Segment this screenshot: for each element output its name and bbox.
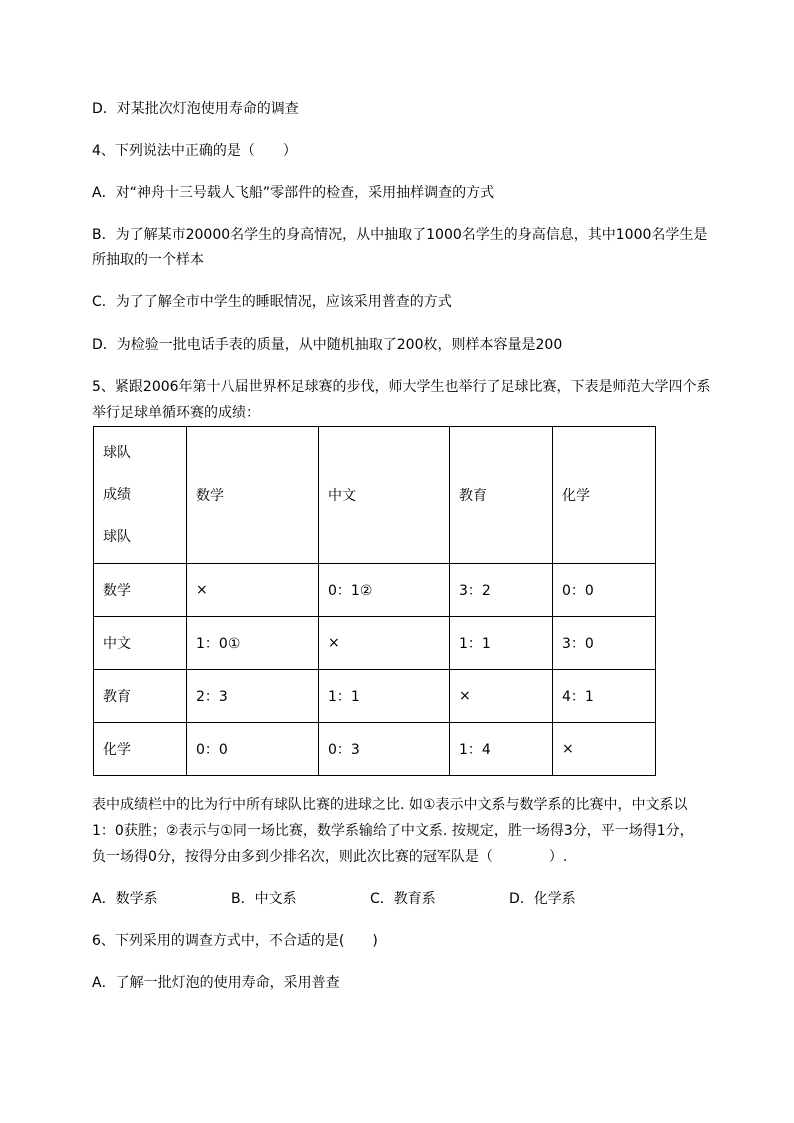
q4-stem: 4、下列说法中正确的是（ ）: [92, 143, 297, 159]
q4-option-b-line1: B．为了解某市20000名学生的身高情况，从中抽取了1000名学生的身高信息，其中1000名学生是: [92, 227, 708, 243]
score-cell: 2：3: [187, 670, 319, 723]
score-cell: ×: [319, 617, 450, 670]
column-header: 教育: [450, 427, 553, 564]
q6-option-a: A．了解一批灯泡的使用寿命，采用普查: [92, 975, 340, 991]
q6-stem: 6、下列采用的调查方式中，不合适的是( ): [92, 933, 378, 949]
score-cell: 1：1: [450, 617, 553, 670]
score-cell: 0：3: [319, 723, 450, 776]
q4-option-a: A．对“神舟十三号载人飞船”零部件的检查，采用抽样调查的方式: [92, 185, 495, 201]
row-header: 教育: [94, 670, 187, 723]
table-header-row: [94, 427, 656, 564]
q4-option-c: C．为了了解全市中学生的睡眠情况，应该采用普查的方式: [92, 294, 452, 310]
q5-option-b: B．中文系: [231, 891, 297, 907]
table-row: [94, 617, 656, 670]
score-cell: 0：1②: [319, 564, 450, 617]
row-header: 中文: [94, 617, 187, 670]
column-header: 中文: [319, 427, 450, 564]
table-row: [94, 723, 656, 776]
table-row: [94, 564, 656, 617]
q5-note-line2: 1：0获胜；②表示与①同一场比赛，数学系输给了中文系. 按规定，胜一场得3分，平一场得1分，: [92, 823, 694, 839]
corner-label: 成绩: [103, 487, 131, 503]
score-cell: 4：1: [553, 670, 656, 723]
table-row: [94, 670, 656, 723]
q5-note-line1: 表中成绩栏中的比为行中所有球队比赛的进球之比. 如①表示中文系与数学系的比赛中，中文系以: [92, 797, 688, 813]
score-cell: ×: [553, 723, 656, 776]
score-cell: 1：0①: [187, 617, 319, 670]
q5-option-a: A．数学系: [92, 891, 158, 907]
q4-option-b-line2: 所抽取的一个样本: [92, 252, 204, 268]
q4-option-d: D．为检验一批电话手表的质量，从中随机抽取了200枚，则样本容量是200: [92, 337, 563, 353]
q5-options: [92, 890, 576, 908]
q5-option-c: C．教育系: [370, 891, 436, 907]
score-cell: ×: [187, 564, 319, 617]
score-cell: 1：1: [319, 670, 450, 723]
column-header: 化学: [553, 427, 656, 564]
corner-label: 球队: [103, 445, 131, 461]
row-header: 化学: [94, 723, 187, 776]
score-table: [93, 426, 656, 776]
q3-option-d: D．对某批次灯泡使用寿命的调查: [92, 101, 299, 117]
q5-stem-line2: 举行足球单循环赛的成绩：: [92, 405, 260, 421]
score-cell: 3：2: [450, 564, 553, 617]
q5-option-d: D．化学系: [509, 891, 576, 907]
score-cell: 0：0: [553, 564, 656, 617]
score-cell: 0：0: [187, 723, 319, 776]
score-cell: 1：4: [450, 723, 553, 776]
row-header: 数学: [94, 564, 187, 617]
q5-note-line3: 负一场得0分，按得分由多到少排名次，则此次比赛的冠军队是（ ）.: [92, 849, 568, 865]
column-header: 数学: [187, 427, 319, 564]
score-cell: 3：0: [553, 617, 656, 670]
table-corner-cell: [94, 427, 187, 564]
corner-label: 球队: [103, 529, 131, 545]
score-cell: ×: [450, 670, 553, 723]
q5-stem-line1: 5、紧跟2006年第十八届世界杯足球赛的步伐，师大学生也举行了足球比赛，下表是师范大学四个系: [92, 379, 711, 395]
